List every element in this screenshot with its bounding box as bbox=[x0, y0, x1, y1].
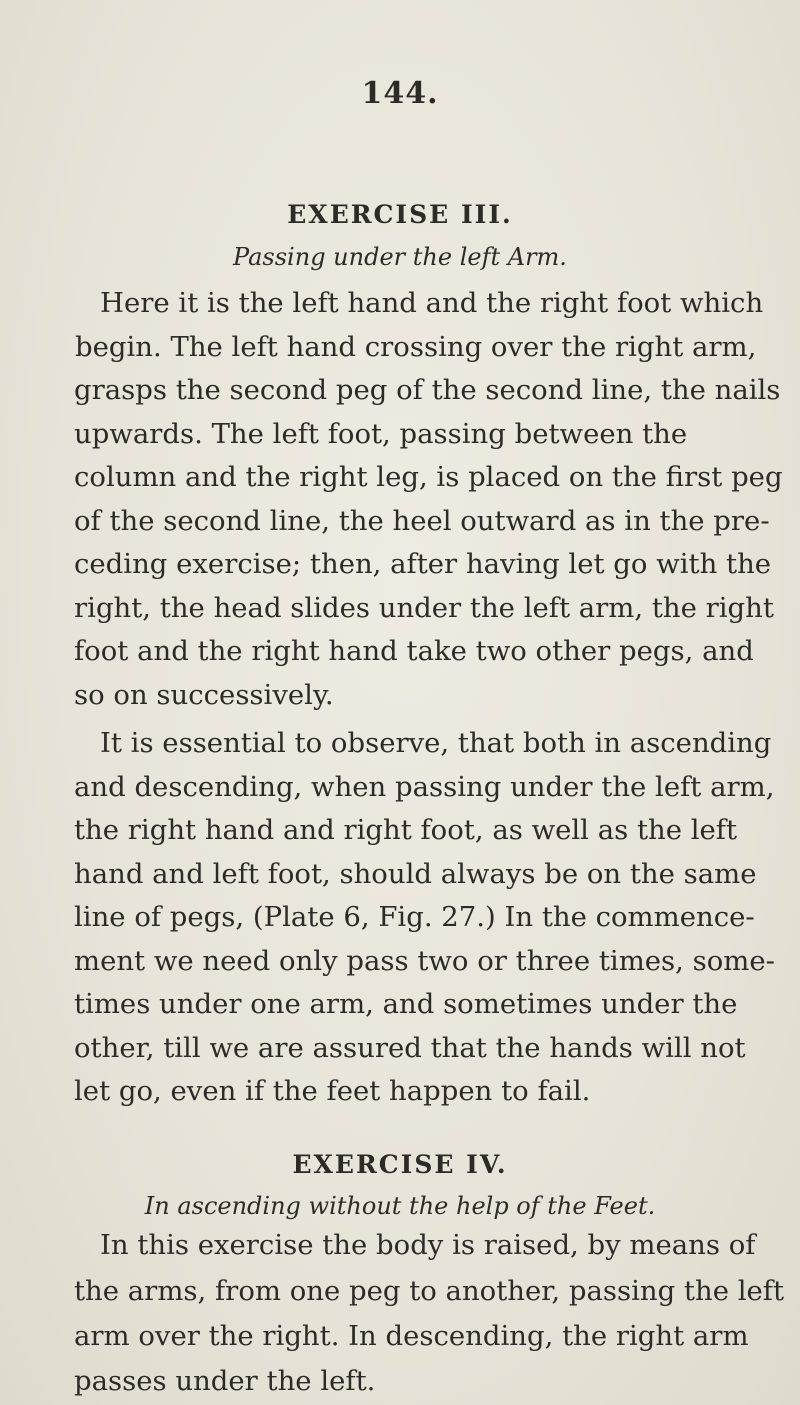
text-line: line of pegs, (Plate 6, Fig. 27.) In the commence- bbox=[74, 901, 755, 933]
text-line: the arms, from one peg to another, passing the left bbox=[74, 1275, 785, 1307]
text-line: let go, even if the feet happen to fail. bbox=[74, 1075, 591, 1107]
text-line: so on successively. bbox=[74, 678, 334, 711]
exercise-3-subheading: Passing under the left Arm. bbox=[233, 243, 567, 271]
text-line: hand and left foot, should always be on the same bbox=[74, 857, 757, 890]
text-line: ment we need only pass two or three times, some- bbox=[74, 944, 775, 977]
text-line: begin. The left hand crossing over the right arm, bbox=[75, 330, 757, 363]
text-line: Here it is the left hand and the right foot which bbox=[100, 287, 764, 319]
text-line: other, till we are assured that the hands will not bbox=[74, 1031, 746, 1064]
text-line: and descending, when passing under the left arm, bbox=[74, 770, 775, 803]
exercise-4-heading: EXERCISE IV. bbox=[292, 1150, 508, 1179]
text-line: foot and the right hand take two other pegs, and bbox=[74, 635, 754, 667]
text-line: column and the right leg, is placed on the first peg bbox=[74, 461, 783, 493]
text-line: In this exercise the body is raised, by means of bbox=[100, 1229, 756, 1261]
text-line: arm over the right. In descending, the right arm bbox=[74, 1320, 749, 1352]
exercise-3-heading: EXERCISE III. bbox=[287, 200, 513, 229]
text-line: ceding exercise; then, after having let go with the bbox=[74, 548, 772, 580]
text-line: the right hand and right foot, as well as the left bbox=[74, 814, 738, 846]
page-number: 144. bbox=[361, 76, 439, 111]
text-line: It is essential to observe, that both in ascending bbox=[100, 727, 772, 759]
text-line: passes under the left. bbox=[74, 1365, 376, 1397]
text-line: times under one arm, and sometimes under the bbox=[74, 988, 738, 1020]
text-line: grasps the second peg of the second line, the nails bbox=[74, 374, 781, 406]
text-line: upwards. The left foot, passing between the bbox=[74, 417, 688, 450]
text-line: of the second line, the heel outward as in the pre- bbox=[74, 504, 770, 537]
exercise-4-subheading: In ascending without the help of the Feet. bbox=[144, 1192, 656, 1220]
text-line: right, the head slides under the left arm, the right bbox=[74, 591, 774, 624]
